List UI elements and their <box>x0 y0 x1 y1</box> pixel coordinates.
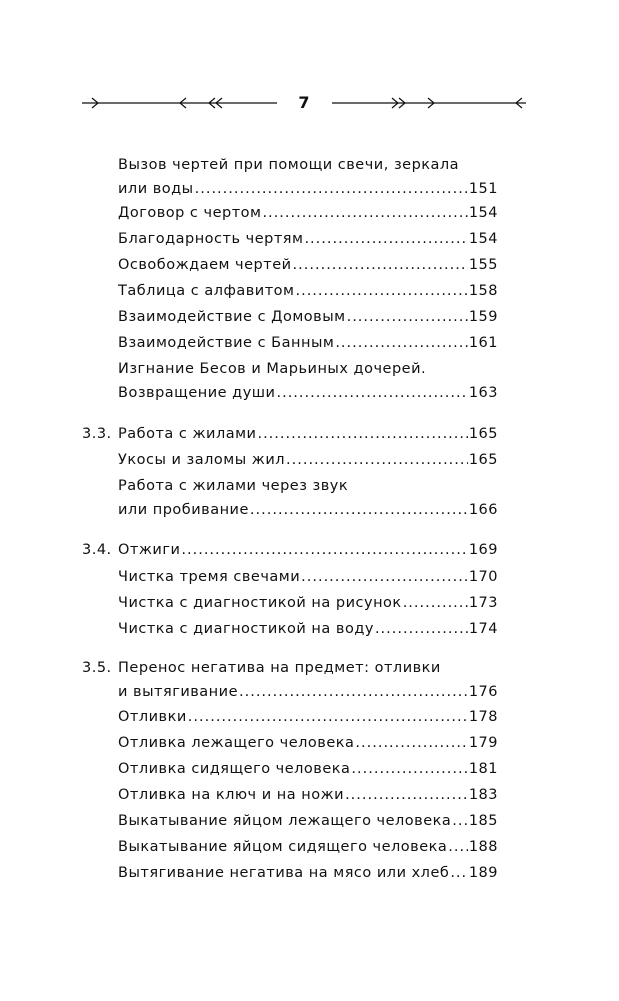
toc-entry-title: Освобождаем чертей <box>118 257 292 273</box>
toc-entry-title: Чистка с диагностикой на воду <box>118 621 374 637</box>
toc-entry-page: 176 <box>468 684 498 700</box>
toc-entry[interactable] <box>118 255 498 275</box>
leader-dots <box>301 567 468 587</box>
toc-entry-page: 159 <box>468 309 498 325</box>
toc-entry[interactable] <box>118 333 498 353</box>
toc-section-title: Отжиги <box>118 542 181 558</box>
toc-entry-title: Отливка лежащего человека <box>118 735 355 751</box>
leader-dots <box>286 450 468 470</box>
toc-entry-title: Договор с чертом <box>118 205 262 221</box>
toc-entry-title: Взаимодействие с Банным <box>118 335 335 351</box>
leader-dots <box>351 759 467 779</box>
toc-section[interactable] <box>118 540 498 560</box>
running-header <box>82 92 526 114</box>
toc-entry-title: Чистка тремя свечами <box>118 569 301 585</box>
leader-dots <box>304 229 467 249</box>
toc-entry-title-cont: Возвращение души <box>118 385 276 401</box>
toc-entry-page: 155 <box>468 257 498 273</box>
toc-section[interactable] <box>118 424 498 444</box>
toc-entry-title: Отливка на ключ и на ножи <box>118 787 345 803</box>
toc-entry-title: Благодарность чертям <box>118 231 304 247</box>
toc-entry[interactable] <box>118 450 498 470</box>
leader-dots <box>188 707 468 727</box>
section-number: 3.3. <box>82 426 112 442</box>
toc-entry-page: 183 <box>468 787 498 803</box>
toc-entry-page: 165 <box>468 426 498 442</box>
toc-entry-title: Выкатывание яйцом лежащего человека <box>118 813 452 829</box>
toc-entry-page: 163 <box>468 385 498 401</box>
page-number: 7 <box>298 93 310 112</box>
leader-dots <box>335 333 467 353</box>
leader-dots <box>262 203 467 223</box>
toc-entry[interactable] <box>118 307 498 327</box>
leader-dots <box>345 785 468 805</box>
toc-section-title-cont: и вытягивание <box>118 684 238 700</box>
toc-entry-title: Таблица с алфавитом <box>118 283 295 299</box>
toc-entry-title: Вызов чертей при помощи свечи, зеркала <box>118 157 460 173</box>
toc-entry-page: 158 <box>468 283 498 299</box>
toc-entry-page: 170 <box>468 569 498 585</box>
toc-entry[interactable] <box>118 203 498 223</box>
toc-entry[interactable] <box>118 759 498 779</box>
leader-dots <box>375 619 468 639</box>
leader-dots <box>450 863 468 883</box>
toc-entry-page: 165 <box>468 452 498 468</box>
toc-entry-title: Выкатывание яйцом сидящего человека <box>118 839 448 855</box>
toc-entry-page: 166 <box>468 502 498 518</box>
toc-entry-page: 169 <box>468 542 498 558</box>
section-number: 3.4. <box>82 542 112 558</box>
toc-entry-page: 151 <box>468 181 498 197</box>
toc-entry-page: 189 <box>468 865 498 881</box>
toc-entry-title: Взаимодействие с Домовым <box>118 309 346 325</box>
toc-entry[interactable] <box>118 281 498 301</box>
toc-entry-page: 178 <box>468 709 498 725</box>
toc-entry-title: Вытягивание негатива на мясо или хлеб <box>118 865 450 881</box>
toc-entry[interactable] <box>118 707 498 727</box>
section-number: 3.5. <box>82 660 112 676</box>
toc-section-title: Работа с жилами <box>118 426 257 442</box>
toc-entry[interactable] <box>118 619 498 639</box>
toc-entry[interactable] <box>118 785 498 805</box>
toc-entry[interactable] <box>118 567 498 587</box>
toc-entry[interactable] <box>118 733 498 753</box>
toc-entry-page: 154 <box>468 205 498 221</box>
leader-dots <box>195 179 468 199</box>
toc-entry-title-cont: или пробивание <box>118 502 249 518</box>
toc-entry-title: Укосы и заломы жил <box>118 452 286 468</box>
toc-entry[interactable] <box>118 359 498 403</box>
leader-dots <box>448 837 468 857</box>
toc-entry[interactable] <box>118 837 498 857</box>
toc-entry-page: 161 <box>468 335 498 351</box>
toc-entry-page: 188 <box>468 839 498 855</box>
leader-dots <box>181 540 467 560</box>
leader-dots <box>250 500 468 520</box>
toc-entry[interactable] <box>118 811 498 831</box>
leader-dots <box>276 383 467 403</box>
leader-dots <box>347 307 468 327</box>
leader-dots <box>295 281 467 301</box>
toc-entry[interactable] <box>118 229 498 249</box>
toc-entry-page: 174 <box>468 621 498 637</box>
toc-section-title: Перенос негатива на предмет: отливки <box>118 660 441 676</box>
toc-entry[interactable] <box>118 593 498 613</box>
toc-entry-title: Отливка сидящего человека <box>118 761 351 777</box>
toc-entry-page: 185 <box>468 813 498 829</box>
leader-dots <box>293 255 468 275</box>
leader-dots <box>355 733 467 753</box>
leader-dots <box>452 811 468 831</box>
toc-entry-page: 179 <box>468 735 498 751</box>
toc-entry-title: Изгнание Бесов и Марьиных дочерей. <box>118 361 427 377</box>
leader-dots <box>403 593 468 613</box>
toc-entry-page: 181 <box>468 761 498 777</box>
toc-entry[interactable] <box>118 155 498 199</box>
toc-entry-title: Отливки <box>118 709 187 725</box>
toc-entry-title-cont: или воды <box>118 181 194 197</box>
toc-entry-title: Работа с жилами через звук <box>118 478 349 494</box>
toc-entry[interactable] <box>118 863 498 883</box>
toc-entry-page: 173 <box>468 595 498 611</box>
leader-dots <box>257 424 467 444</box>
toc-section[interactable] <box>118 658 498 702</box>
toc-entry-page: 154 <box>468 231 498 247</box>
toc-entry-title: Чистка с диагностикой на рисунок <box>118 595 402 611</box>
leader-dots <box>239 682 468 702</box>
toc-entry[interactable] <box>118 476 498 520</box>
